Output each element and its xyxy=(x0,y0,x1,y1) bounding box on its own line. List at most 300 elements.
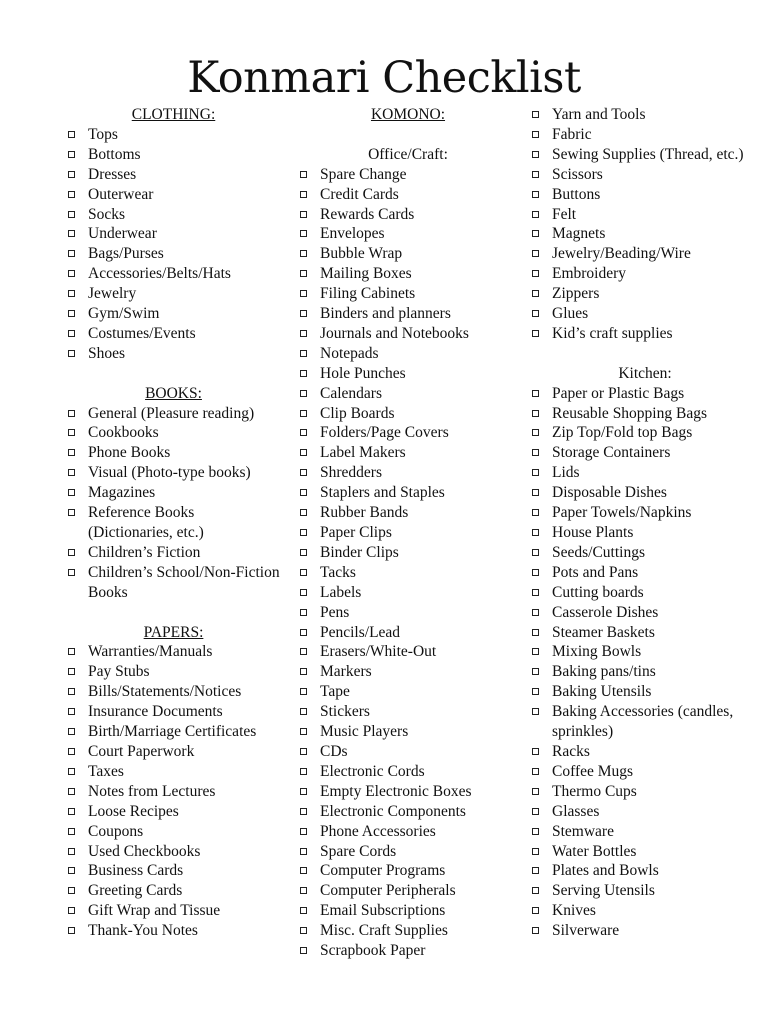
checklist-item xyxy=(66,244,281,264)
checklist-item-label: Zippers xyxy=(552,285,600,303)
checklist-item xyxy=(298,921,518,941)
checklist-item-label: Lids xyxy=(552,464,580,482)
checkbox-icon[interactable] xyxy=(532,449,539,456)
checklist-item xyxy=(530,523,760,543)
checkbox-icon[interactable] xyxy=(532,648,539,655)
checkbox-icon[interactable] xyxy=(532,907,539,914)
checkbox-icon[interactable] xyxy=(300,310,307,317)
checkbox-icon[interactable] xyxy=(300,410,307,417)
checklist-item-label: Clip Boards xyxy=(320,404,395,422)
checklist-item xyxy=(66,404,281,424)
checklist-item xyxy=(66,284,281,304)
checklist-item-label: Reusable Shopping Bags xyxy=(552,404,707,422)
checkbox-icon[interactable] xyxy=(68,131,75,138)
checklist-item xyxy=(66,722,281,742)
checklist-item-label: Cookbooks xyxy=(88,424,159,442)
checklist-item-label: Baking Utensils xyxy=(552,683,652,701)
checkbox-icon[interactable] xyxy=(68,828,75,835)
section-spacer xyxy=(66,364,281,384)
checklist-item-label: Paper or Plastic Bags xyxy=(552,384,685,402)
checkbox-icon[interactable] xyxy=(68,688,75,695)
checkbox-icon[interactable] xyxy=(532,609,539,616)
checklist-item xyxy=(66,503,281,543)
section-spacer xyxy=(530,344,760,364)
checklist-item xyxy=(530,304,760,324)
checklist-item-label: Scrapbook Paper xyxy=(320,942,426,960)
page-title: Konmari Checklist xyxy=(187,53,581,103)
checklist-item xyxy=(66,642,281,662)
checklist-item-label: Taxes xyxy=(88,762,124,780)
checkbox-icon[interactable] xyxy=(68,191,75,198)
checkbox-icon[interactable] xyxy=(300,609,307,616)
checklist-item-label: General (Pleasure reading) xyxy=(88,404,255,422)
checklist-item xyxy=(530,205,760,225)
checklist-item-label: Rewards Cards xyxy=(320,205,415,223)
checklist-item-label: Calendars xyxy=(320,384,382,402)
checkbox-icon[interactable] xyxy=(300,569,307,576)
checklist-item xyxy=(66,304,281,324)
checklist-item-label: Filing Cabinets xyxy=(320,285,416,303)
checkbox-icon[interactable] xyxy=(532,629,539,636)
checkbox-icon[interactable] xyxy=(68,668,75,675)
checklist-item-label: Insurance Documents xyxy=(88,703,223,721)
checkbox-icon[interactable] xyxy=(532,290,539,297)
checkbox-icon[interactable] xyxy=(532,250,539,257)
checklist-item xyxy=(530,463,760,483)
checklist-item-label: Children’s Fiction xyxy=(88,543,201,561)
checklist-item-label: Gym/Swim xyxy=(88,305,160,323)
checkbox-icon[interactable] xyxy=(300,211,307,218)
checkbox-icon[interactable] xyxy=(300,668,307,675)
checkbox-icon[interactable] xyxy=(300,469,307,476)
checkbox-icon[interactable] xyxy=(300,688,307,695)
checklist-item xyxy=(530,264,760,284)
checklist-item-label: Misc. Craft Supplies xyxy=(320,922,448,940)
checkbox-icon[interactable] xyxy=(68,907,75,914)
checklist-item xyxy=(66,822,281,842)
checkbox-icon[interactable] xyxy=(300,867,307,874)
checklist-item-label: Spare Change xyxy=(320,165,407,183)
column-komono-office-craft xyxy=(298,105,518,961)
checklist-item xyxy=(530,483,760,503)
checkbox-icon[interactable] xyxy=(532,748,539,755)
checklist-item xyxy=(530,324,760,344)
checkbox-icon[interactable] xyxy=(68,808,75,815)
section-heading-kitchen: Kitchen: xyxy=(618,364,672,382)
checklist-item xyxy=(298,324,518,344)
checklist-item xyxy=(530,185,760,205)
checkbox-icon[interactable] xyxy=(68,569,75,576)
checkbox-icon[interactable] xyxy=(532,410,539,417)
checkbox-icon[interactable] xyxy=(300,370,307,377)
checklist-item-label: Storage Containers xyxy=(552,444,671,462)
checklist-item-label: Dresses xyxy=(88,165,137,183)
checklist-item xyxy=(66,842,281,862)
checklist-item-label: Silverware xyxy=(552,922,620,940)
checklist-item-label: Bottoms xyxy=(88,145,141,163)
checkbox-icon[interactable] xyxy=(300,390,307,397)
checklist-item xyxy=(298,662,518,682)
checkbox-icon[interactable] xyxy=(300,848,307,855)
checklist-item xyxy=(66,463,281,483)
checkbox-icon[interactable] xyxy=(300,828,307,835)
checklist-item xyxy=(298,205,518,225)
checkbox-icon[interactable] xyxy=(68,648,75,655)
checklist-item-label: Glasses xyxy=(552,802,600,820)
checklist-item xyxy=(298,802,518,822)
checklist-item-label: Seeds/Cuttings xyxy=(552,543,646,561)
checkbox-icon[interactable] xyxy=(532,808,539,815)
checklist-item xyxy=(298,642,518,662)
checkbox-icon[interactable] xyxy=(68,927,75,934)
checklist-item-label: Magazines xyxy=(88,484,156,502)
checkbox-icon[interactable] xyxy=(532,151,539,158)
checkbox-icon[interactable] xyxy=(300,907,307,914)
checkbox-icon[interactable] xyxy=(532,867,539,874)
checklist-item xyxy=(530,603,760,623)
checklist-item-label: Bills/Statements/Notices xyxy=(88,683,242,701)
checklist-item xyxy=(530,901,760,921)
checkbox-icon[interactable] xyxy=(68,171,75,178)
checkbox-icon[interactable] xyxy=(300,549,307,556)
checklist-item xyxy=(66,662,281,682)
checkbox-icon[interactable] xyxy=(300,887,307,894)
checklist-item-label: Sewing Supplies (Thread, etc.) xyxy=(552,145,744,163)
checklist-item-label: Baking pans/tins xyxy=(552,663,656,681)
checkbox-icon[interactable] xyxy=(300,449,307,456)
checklist-item-label: Empty Electronic Boxes xyxy=(320,782,472,800)
checklist-item xyxy=(530,782,760,802)
checklist-item-label: Shoes xyxy=(88,344,126,362)
checkbox-icon[interactable] xyxy=(532,549,539,556)
checklist-item xyxy=(298,423,518,443)
checkbox-icon[interactable] xyxy=(300,768,307,775)
checkbox-icon[interactable] xyxy=(68,848,75,855)
checklist-item-label: Glues xyxy=(552,305,589,323)
checklist-item-label: Loose Recipes xyxy=(88,802,179,820)
checkbox-icon[interactable] xyxy=(68,230,75,237)
checklist-item xyxy=(66,344,281,364)
checklist-item xyxy=(298,822,518,842)
checklist-item xyxy=(66,145,281,165)
checklist-item-label: Kid’s craft supplies xyxy=(552,324,673,342)
checklist-item-label: Thank-You Notes xyxy=(88,922,198,940)
checklist-item xyxy=(66,802,281,822)
checklist-item-label: Yarn and Tools xyxy=(552,106,646,123)
checklist-item xyxy=(298,543,518,563)
checkbox-icon[interactable] xyxy=(532,111,539,118)
checklist-item-label: Paper Clips xyxy=(320,524,392,542)
checklist-item xyxy=(530,224,760,244)
checkbox-icon[interactable] xyxy=(532,390,539,397)
checklist-item xyxy=(530,842,760,862)
checkbox-icon[interactable] xyxy=(68,887,75,894)
checkbox-icon[interactable] xyxy=(68,410,75,417)
checkbox-icon[interactable] xyxy=(532,330,539,337)
checklist-item xyxy=(66,702,281,722)
checklist-item-label: Visual (Photo-type books) xyxy=(88,464,251,482)
checklist-item xyxy=(530,284,760,304)
checkbox-icon[interactable] xyxy=(300,788,307,795)
checkbox-icon[interactable] xyxy=(300,350,307,357)
checkbox-icon[interactable] xyxy=(532,927,539,934)
checklist-item xyxy=(530,881,760,901)
checkbox-icon[interactable] xyxy=(532,529,539,536)
checklist-item xyxy=(66,224,281,244)
checkbox-icon[interactable] xyxy=(532,848,539,855)
checklist-item xyxy=(298,304,518,324)
column-clothing-books-papers xyxy=(66,105,281,941)
checkbox-icon[interactable] xyxy=(300,927,307,934)
checklist-item-label: Court Paperwork xyxy=(88,742,195,760)
checklist-item xyxy=(530,642,760,662)
checklist-item xyxy=(298,623,518,643)
checkbox-icon[interactable] xyxy=(300,648,307,655)
checklist-item-label: Mixing Bowls xyxy=(552,643,642,661)
checklist-item xyxy=(66,324,281,344)
checklist-item-label: Reference Books (Dictionaries, etc.) xyxy=(88,504,204,542)
checkbox-icon[interactable] xyxy=(68,330,75,337)
checkbox-icon[interactable] xyxy=(68,270,75,277)
section-heading-komono: KOMONO: xyxy=(370,106,446,123)
checklist-item xyxy=(66,782,281,802)
checklist-item xyxy=(298,722,518,742)
checkbox-icon[interactable] xyxy=(532,509,539,516)
checklist-item xyxy=(530,105,760,125)
checklist-item xyxy=(298,284,518,304)
column-craft-kitchen xyxy=(530,105,760,941)
checklist-item xyxy=(298,782,518,802)
checklist-item xyxy=(530,384,760,404)
checkbox-icon[interactable] xyxy=(532,589,539,596)
checkbox-icon[interactable] xyxy=(68,310,75,317)
checkbox-icon[interactable] xyxy=(68,211,75,218)
checkbox-icon[interactable] xyxy=(68,549,75,556)
checklist-item-label: Disposable Dishes xyxy=(552,484,667,502)
checklist-item-label: Email Subscriptions xyxy=(320,902,446,920)
checklist-item xyxy=(298,842,518,862)
checkbox-icon[interactable] xyxy=(300,589,307,596)
checkbox-icon[interactable] xyxy=(532,668,539,675)
checklist-item-label: Pay Stubs xyxy=(88,663,150,681)
checklist-item xyxy=(298,523,518,543)
checkbox-icon[interactable] xyxy=(300,270,307,277)
checklist-item xyxy=(66,205,281,225)
checkbox-icon[interactable] xyxy=(68,509,75,516)
section-spacer xyxy=(66,603,281,623)
checkbox-icon[interactable] xyxy=(532,788,539,795)
checkbox-icon[interactable] xyxy=(532,768,539,775)
checklist-item xyxy=(298,682,518,702)
checkbox-icon[interactable] xyxy=(532,211,539,218)
checkbox-icon[interactable] xyxy=(300,230,307,237)
checklist-item xyxy=(530,423,760,443)
checkbox-icon[interactable] xyxy=(68,489,75,496)
checklist-item-label: Coupons xyxy=(88,822,144,840)
checklist-item-label: Fabric xyxy=(552,125,592,143)
checklist-item xyxy=(530,742,760,762)
checkbox-icon[interactable] xyxy=(300,489,307,496)
checkbox-icon[interactable] xyxy=(300,509,307,516)
checklist-item xyxy=(66,185,281,205)
checkbox-icon[interactable] xyxy=(300,808,307,815)
checklist-item xyxy=(298,861,518,881)
checklist-item xyxy=(298,443,518,463)
checklist-item xyxy=(66,443,281,463)
checklist-item xyxy=(298,264,518,284)
checklist-item xyxy=(530,404,760,424)
checkbox-icon[interactable] xyxy=(300,947,307,954)
checklist-item xyxy=(66,762,281,782)
checklist-item-label: Envelopes xyxy=(320,225,385,243)
checklist-item-label: Journals and Notebooks xyxy=(320,324,469,342)
checkbox-icon[interactable] xyxy=(68,768,75,775)
checklist-item xyxy=(298,344,518,364)
checkbox-icon[interactable] xyxy=(300,748,307,755)
checklist-item xyxy=(66,423,281,443)
checklist-item xyxy=(530,662,760,682)
checkbox-icon[interactable] xyxy=(532,688,539,695)
checklist-item-label: Casserole Dishes xyxy=(552,603,659,621)
checklist-item xyxy=(66,881,281,901)
checklist-item xyxy=(530,443,760,463)
checklist-item xyxy=(298,165,518,185)
checklist-item-label: Computer Peripherals xyxy=(320,882,456,900)
checklist-item-label: Zip Top/Fold top Bags xyxy=(552,424,693,442)
checklist-item xyxy=(530,682,760,702)
checklist-item xyxy=(298,384,518,404)
checklist-item xyxy=(530,583,760,603)
checklist-item xyxy=(298,364,518,384)
checklist-item-label: Jewelry xyxy=(88,285,137,303)
checklist-item-label: Folders/Page Covers xyxy=(320,424,449,442)
checklist-item-label: Embroidery xyxy=(552,265,627,283)
checklist-item xyxy=(530,802,760,822)
checkbox-icon[interactable] xyxy=(532,270,539,277)
checkbox-icon[interactable] xyxy=(68,290,75,297)
checklist-item-label: Pots and Pans xyxy=(552,563,639,581)
checkbox-icon[interactable] xyxy=(532,191,539,198)
checklist-item xyxy=(66,921,281,941)
checklist-item xyxy=(298,881,518,901)
checkbox-icon[interactable] xyxy=(532,489,539,496)
checklist-item xyxy=(530,861,760,881)
checklist-item xyxy=(298,224,518,244)
checkbox-icon[interactable] xyxy=(68,469,75,476)
checklist-item-label: Music Players xyxy=(320,723,409,741)
checklist-item xyxy=(66,742,281,762)
checkbox-icon[interactable] xyxy=(300,429,307,436)
checklist-item xyxy=(530,503,760,523)
checkbox-icon[interactable] xyxy=(68,250,75,257)
checkbox-icon[interactable] xyxy=(68,151,75,158)
checklist-item xyxy=(66,682,281,702)
checkbox-icon[interactable] xyxy=(532,569,539,576)
section-heading-office-craft: Office/Craft: xyxy=(368,145,448,163)
checkbox-icon[interactable] xyxy=(68,708,75,715)
checklist-item xyxy=(530,921,760,941)
checkbox-icon[interactable] xyxy=(532,469,539,476)
checkbox-icon[interactable] xyxy=(532,131,539,138)
checklist-item-label: Coffee Mugs xyxy=(552,762,634,780)
checklist-item-label: Buttons xyxy=(552,185,601,203)
checklist-item xyxy=(66,165,281,185)
checkbox-icon[interactable] xyxy=(68,748,75,755)
checklist-item xyxy=(298,583,518,603)
checklist-item-label: House Plants xyxy=(552,524,634,542)
checkbox-icon[interactable] xyxy=(68,867,75,874)
checklist-item-label: Scissors xyxy=(552,165,603,183)
checklist-item xyxy=(298,702,518,722)
checklist-item-label: Notepads xyxy=(320,344,379,362)
checklist-item xyxy=(66,264,281,284)
checklist-item-label: Gift Wrap and Tissue xyxy=(88,902,221,920)
section-heading-clothing: CLOTHING: xyxy=(131,106,216,123)
checklist-item-label: Magnets xyxy=(552,225,606,243)
checklist-item xyxy=(530,125,760,145)
checklist-item-label: Children’s School/Non-Fiction Books xyxy=(88,563,280,601)
checkbox-icon[interactable] xyxy=(68,350,75,357)
checklist-item xyxy=(298,762,518,782)
checklist-item xyxy=(530,623,760,643)
checkbox-icon[interactable] xyxy=(300,529,307,536)
checkbox-icon[interactable] xyxy=(532,828,539,835)
checkbox-icon[interactable] xyxy=(300,250,307,257)
checklist-item-label: Shredders xyxy=(320,464,382,482)
checkbox-icon[interactable] xyxy=(300,330,307,337)
checkbox-icon[interactable] xyxy=(300,708,307,715)
checklist-item-label: Cutting boards xyxy=(552,583,644,601)
checklist-item xyxy=(530,244,760,264)
checklist-item-label: Staplers and Staples xyxy=(320,484,445,502)
checkbox-icon[interactable] xyxy=(300,629,307,636)
checkbox-icon[interactable] xyxy=(532,708,539,715)
checklist-item xyxy=(530,822,760,842)
checklist-item xyxy=(298,563,518,583)
checklist-item-label: Markers xyxy=(320,663,372,681)
checkbox-icon[interactable] xyxy=(68,728,75,735)
checklist-item xyxy=(66,563,281,603)
checklist-item-label: Knives xyxy=(552,902,596,920)
checkbox-icon[interactable] xyxy=(68,429,75,436)
checklist-item-label: Socks xyxy=(88,205,126,223)
checkbox-icon[interactable] xyxy=(68,449,75,456)
checkbox-icon[interactable] xyxy=(532,230,539,237)
checkbox-icon[interactable] xyxy=(300,191,307,198)
checkbox-icon[interactable] xyxy=(532,429,539,436)
checkbox-icon[interactable] xyxy=(300,290,307,297)
checklist-item-label: Notes from Lectures xyxy=(88,782,216,800)
checklist-item xyxy=(530,702,760,742)
checklist-item xyxy=(66,901,281,921)
checklist-item-label: Pencils/Lead xyxy=(320,623,401,641)
checkbox-icon[interactable] xyxy=(532,171,539,178)
checklist-item xyxy=(298,404,518,424)
checklist-item-label: Underwear xyxy=(88,225,157,243)
checkbox-icon[interactable] xyxy=(300,728,307,735)
checklist-item-label: Steamer Baskets xyxy=(552,623,655,641)
checklist-item-label: Spare Cords xyxy=(320,842,397,860)
checklist-item xyxy=(66,125,281,145)
checklist-item-label: Outerwear xyxy=(88,185,154,203)
checkbox-icon[interactable] xyxy=(532,310,539,317)
checklist-item-label: Electronic Cords xyxy=(320,762,425,780)
checkbox-icon[interactable] xyxy=(532,887,539,894)
checklist-item xyxy=(298,483,518,503)
checkbox-icon[interactable] xyxy=(68,788,75,795)
checklist-item xyxy=(298,503,518,523)
checkbox-icon[interactable] xyxy=(300,171,307,178)
